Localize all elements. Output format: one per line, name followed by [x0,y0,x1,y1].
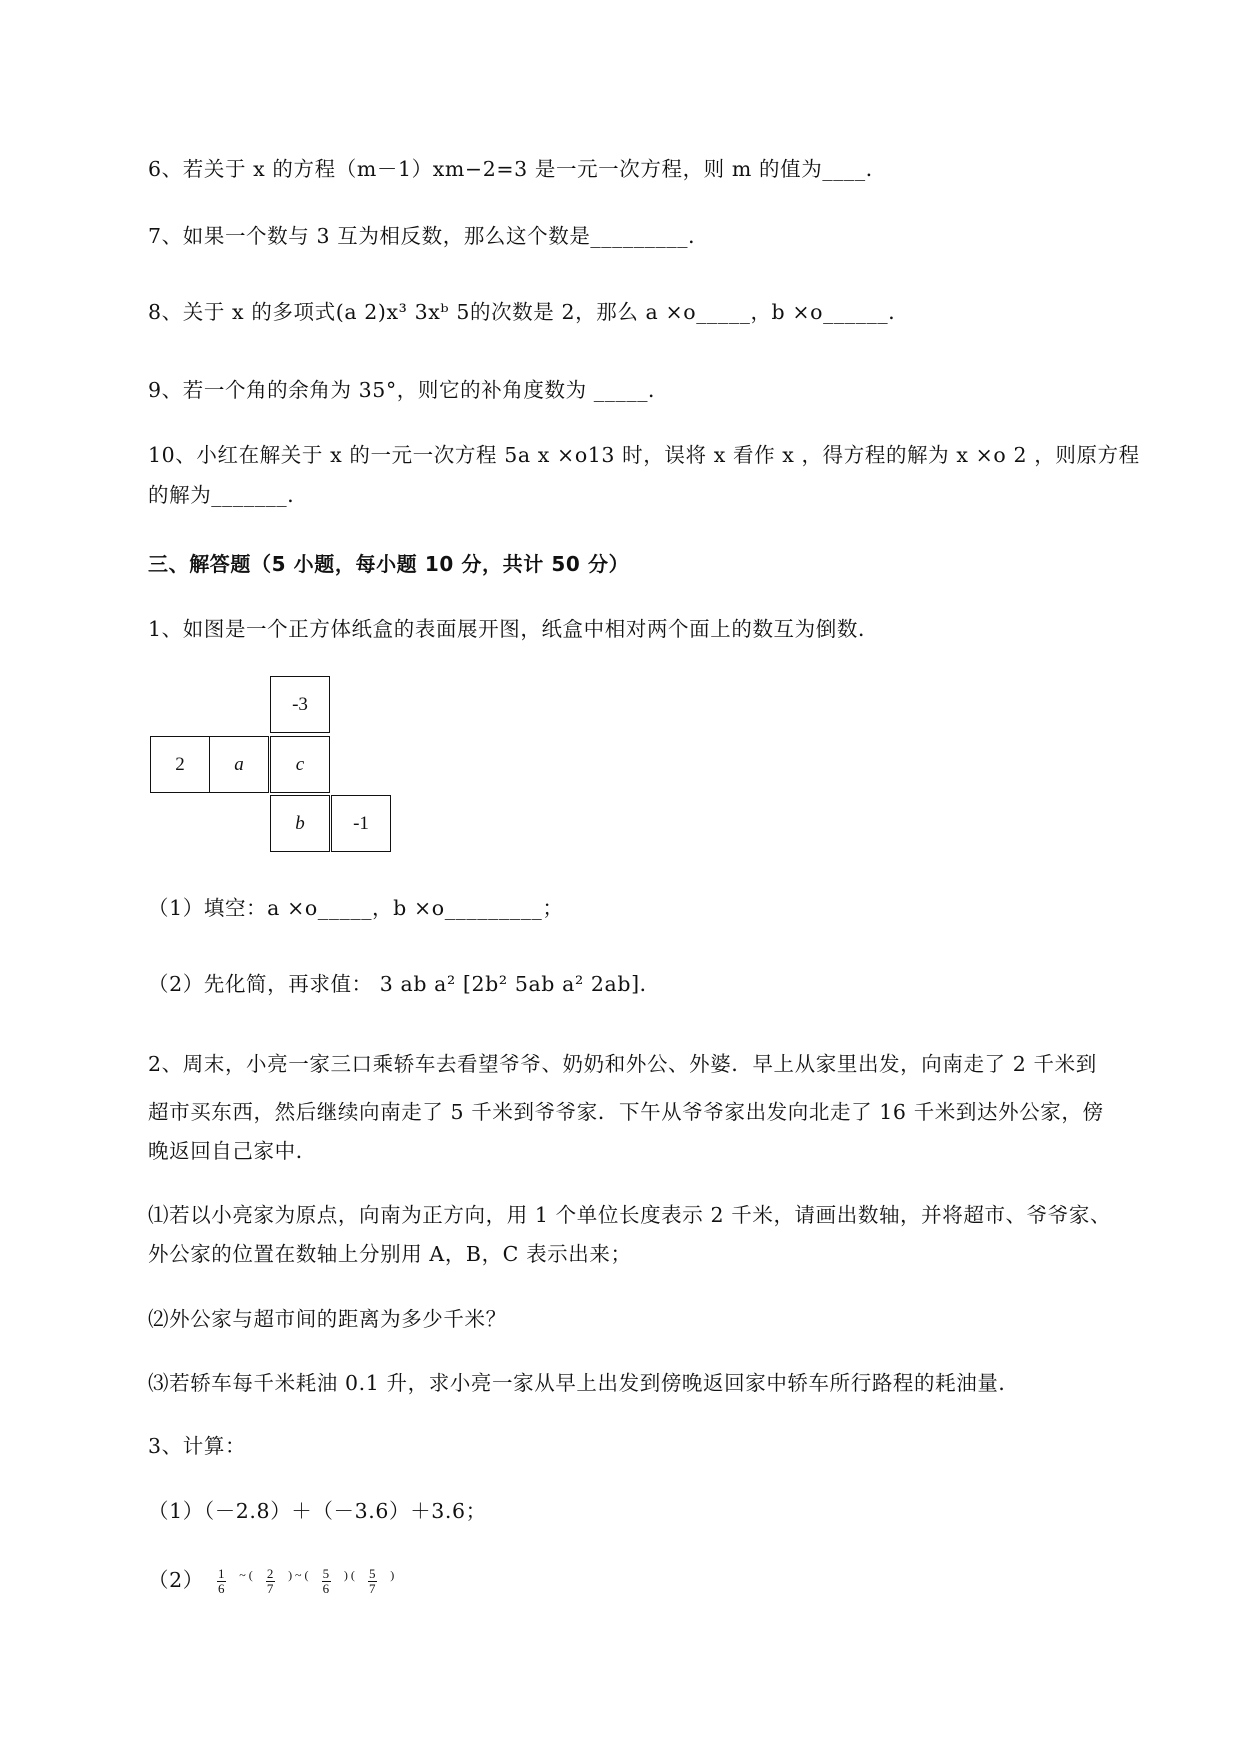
problem-2-line-3: 晚返回自己家中． [148,1139,317,1163]
fraction-1: $\frac{1}{6}$ [217,1565,226,1596]
problem-2-line-1: 2、周末，小亮一家三口乘轿车去看望爷爷、奶奶和外公、外婆．早上从家里出发，向南走了 2 千米到 [148,1052,1097,1076]
net-face-left-2: a [209,736,269,793]
question-7: 7、如果一个数与 3 互为相反数，那么这个数是_________． [148,224,710,248]
question-10-line-1: 10、小红在解关于 x 的一元一次方程 5a x ×o13 时，误将 x 看作 x ，得方程的解为 x ×o 2 ，则原方程 [148,443,1140,467]
problem-3-part-1: （1）（－2.8）＋（－3.6）＋3.6； [148,1499,487,1523]
problem-1-part-2: （2）先化简，再求值： 3 ab a² [2b² 5ab a² 2ab]． [148,972,661,996]
net-face-left-1: 2 [150,736,210,793]
question-9: 9、若一个角的余角为 35°，则它的补角度数为 _____． [148,378,670,402]
problem-2-part-1-line-2: 外公家的位置在数轴上分别用 A，B，C 表示出来； [148,1242,632,1266]
question-6: 6、若关于 x 的方程（m－1）xm−2=3 是一元一次方程，则 m 的值为____． [148,157,887,181]
net-face-bottom: b [270,795,330,852]
fraction-4: $\frac{5}{7}$ [369,1565,377,1596]
problem-3-part-2: （2） $\frac{1}{6}$ ~ ( $\frac{2}{7}$ ) ~ ( $\frac{5}{6}$ ) ( $\frac{5}{7}$ ) [148,1565,395,1596]
question-10-line-2: 的解为_______． [148,483,309,507]
question-8: 8、关于 x 的多项式(a 2)x³ 3xᵇ 5的次数是 2，那么 a ×o_____，b ×o______． [148,300,910,324]
section-3-heading: 三、解答题（5 小题，每小题 10 分，共计 50 分） [148,552,630,576]
net-face-top: -3 [270,676,330,733]
problem-2-part-2: ⑵外公家与超市间的距离为多少千米？ [148,1307,507,1331]
net-face-center: c [270,736,330,793]
problem-2-part-1-line-1: ⑴若以小亮家为原点，向南为正方向，用 1 个单位长度表示 2 千米，请画出数轴，并将超市、爷爷家、 [148,1203,1112,1227]
problem-3: 3、计算： [148,1434,247,1458]
problem-2-line-2: 超市买东西，然后继续向南走了 5 千米到爷爷家．下午从爷爷家出发向北走了 16 千米到达外公家，傍 [148,1100,1104,1124]
fraction-2: $\frac{2}{7}$ [266,1565,274,1596]
net-face-right: -1 [331,795,391,852]
problem-3-part-2-label: （2） [148,1567,204,1592]
problem-1-part-1: （1）填空：a ×o_____，b ×o_________； [148,896,564,920]
problem-1: 1、如图是一个正方体纸盒的表面展开图，纸盒中相对两个面上的数互为倒数． [148,617,880,641]
problem-2-part-3: ⑶若轿车每千米耗油 0.1 升，求小亮一家从早上出发到傍晚返回家中轿车所行路程的耗油量． [148,1371,1020,1395]
fraction-3: $\frac{5}{6}$ [322,1565,330,1596]
